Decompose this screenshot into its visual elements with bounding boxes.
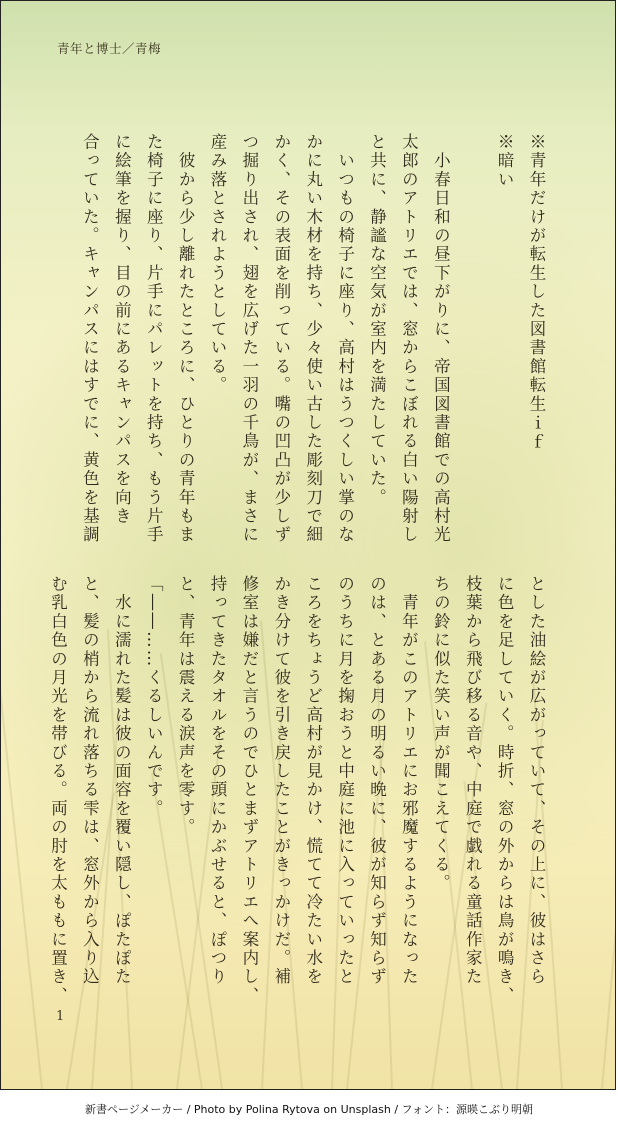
upper-column-line: 太郎のアトリエでは、窓からこぼれる白い陽射し <box>399 133 419 545</box>
lower-column-line: 修室は嫌だと言うのでひとまずアトリエへ案内し、 <box>239 575 259 1006</box>
upper-column-line: 彼から少し離れたところに、ひとりの青年もま <box>176 133 196 545</box>
footer-credit: 新書ページメーカー / Photo by Polina Rytova on Unsplash / フォント：源暎こぶり明朝 <box>84 1103 533 1116</box>
lower-column-line: 水に濡れた髪は彼の面容を覆い隠し、ぽたぽた <box>112 575 132 987</box>
upper-column-line: 産み落とされようとしている。 <box>208 133 227 395</box>
lower-column-line: とした油絵が広がっていて、その上に、彼はさら <box>527 575 546 987</box>
upper-column-line: いつもの椅子に座り、高村はうつくしい掌のな <box>335 133 355 545</box>
upper-column-line: かに丸い木材を持ち、少々使い古した彫刻刀で細 <box>303 133 323 545</box>
lower-column-line: む乳白色の月光を帯びる。両の肘を太ももに置き、 <box>48 575 68 1006</box>
lower-column-line: かき分けて彼を引き戻したことがきっかけだ。補 <box>271 575 291 987</box>
lower-column-line: 青年がこのアトリエにお邪魔するようになった <box>399 575 419 987</box>
upper-column-line: つ掘り出され、翅を広げた一羽の千鳥が、まさに <box>239 133 259 545</box>
upper-column-line: と共に、静謐な空気が室内を満たしていた。 <box>367 133 387 507</box>
lower-column-line: 「――……くるしいんです。 <box>144 575 164 819</box>
upper-column-line: に絵筆を握り、目の前にあるキャンパスを向き <box>112 133 132 526</box>
lower-column-line: と、髪の梢から流れ落ちる雫は、窓外から入り込 <box>80 575 100 987</box>
lower-column-line: のうちに月を掬おうと中庭に池に入っていったと <box>335 575 355 987</box>
upper-column-line: ※暗い <box>495 133 515 190</box>
upper-column-line: 小春日和の昼下がりに、帝国図書館での高村光 <box>431 133 451 545</box>
upper-column-line: た椅子に座り、片手にパレットを持ち、もう片手 <box>144 133 164 545</box>
lower-column-line: に色を足していく。時折、窓の外からは鳥が鳴き、 <box>495 575 515 1006</box>
lower-column-line: 持ってきたタオルをその頭にかぶせると、ぽつり <box>208 575 227 987</box>
page-header-title: 青年と博士／青梅 <box>57 41 162 56</box>
lower-column-line: ちの鈴に似た笑い声が聞こえてくる。 <box>431 575 451 893</box>
upper-column-line: ※青年だけが転生した図書館転生ｉｆ <box>527 133 546 451</box>
page-number: 1 <box>56 1009 65 1024</box>
upper-column-line: 合っていた。キャンパスにはすでに、黄色を基調 <box>80 133 100 545</box>
lower-column-line: 枝葉から飛び移る音や、中庭で戯れる童話作家た <box>463 575 483 987</box>
vertical-text-body <box>0 1 615 1090</box>
lower-column-line: のは、とある月の明るい晩に、彼が知らず知らず <box>367 575 387 987</box>
lower-column-line: と、青年は震える涙声を零す。 <box>176 575 196 837</box>
upper-column-line: かく、その表面を削っている。嘴の凹凸が少しず <box>271 133 291 545</box>
lower-column-line: ころをちょうど高村が見かけ、慌てて冷たい水を <box>303 575 323 987</box>
